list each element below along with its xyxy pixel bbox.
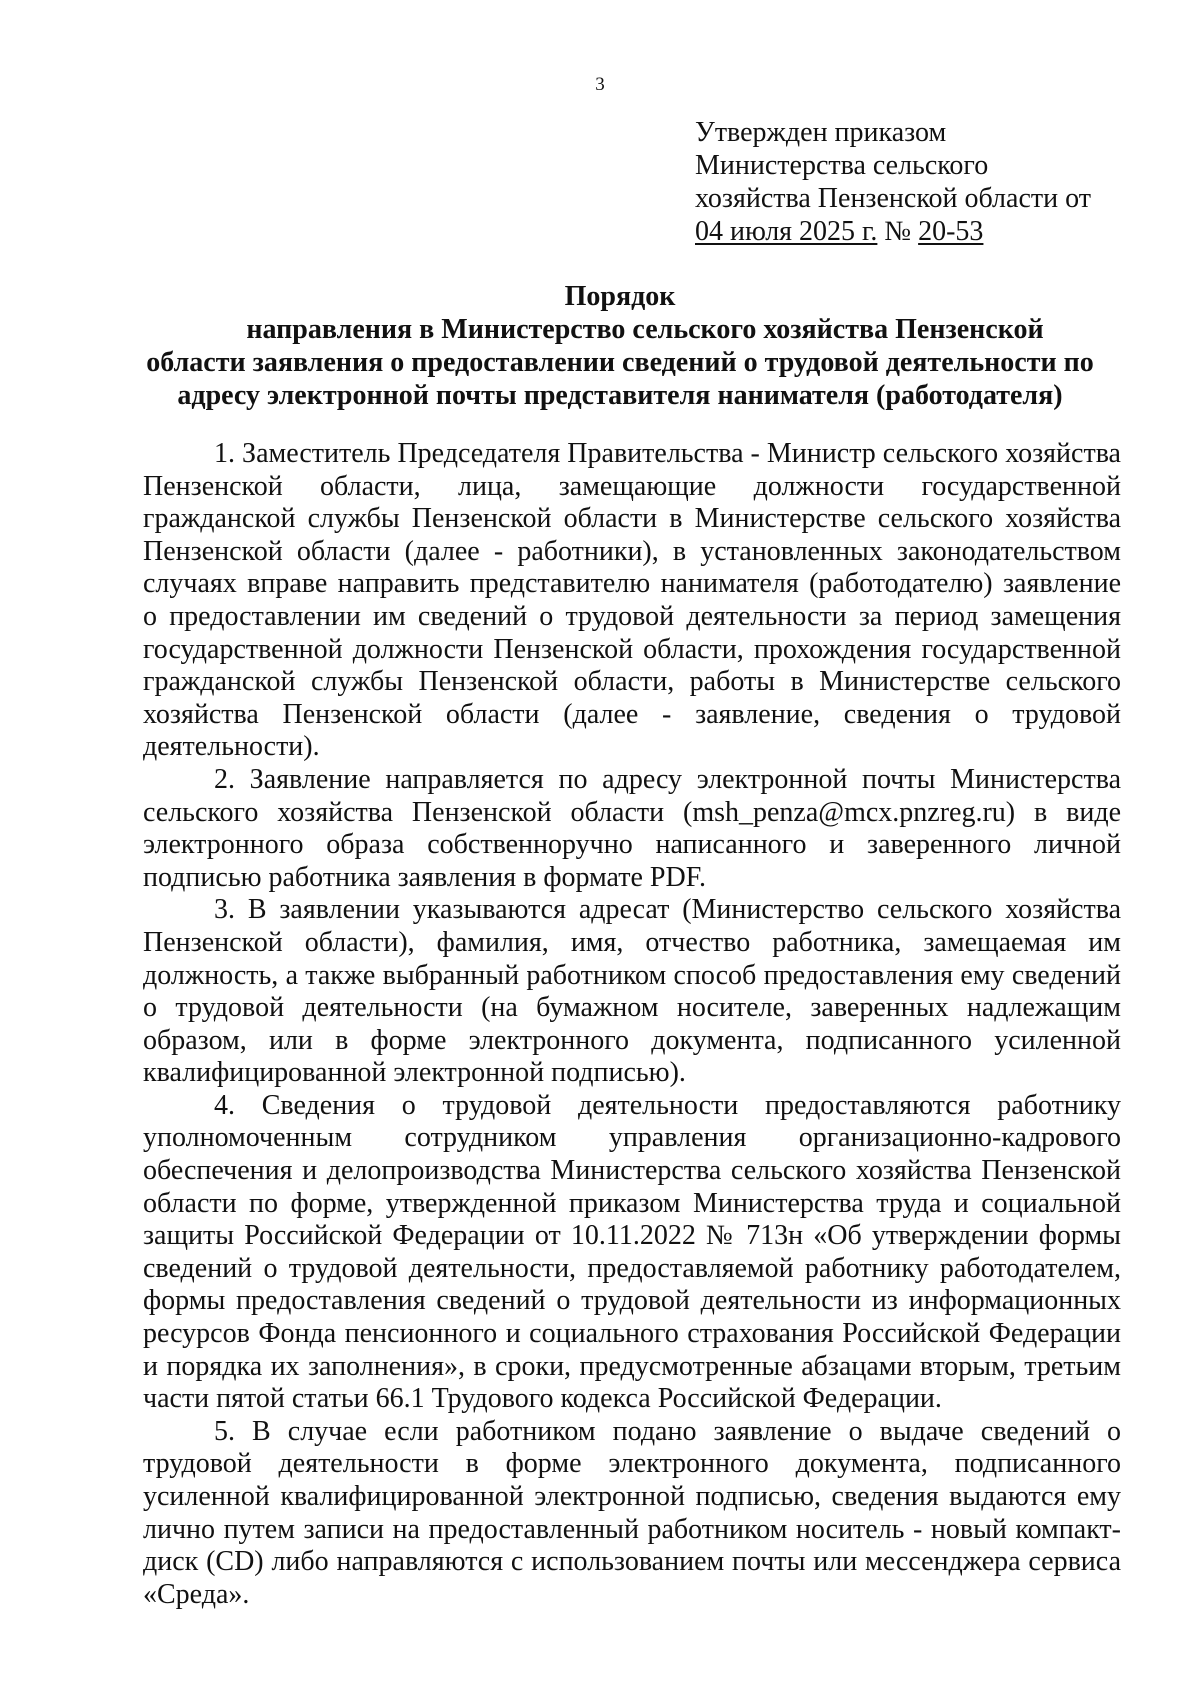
approval-stamp <box>695 116 1165 248</box>
paragraph-4: 4. Сведения о трудовой деятельности предоставляются работнику уполномоченным сотрудником управления организационно-кадрового обеспечения и делопроизводства Министерства сельского хозяйства Пензенской области по форме, утвержденной приказом Министерства труда и социальной защиты Российской Федерации от 10.11.2022 № 713н «Об утверждении формы сведений о трудовой деятельности, предоставляемой работнику работодателем, формы предоставления сведений о трудовой деятельности из информационных ресурсов Фонда пенсионного и социального страхования Российской Федерации и порядка их заполнения», в сроки, предусмотренные абзацами вторым, третьим части пятой статьи 66.1 Трудового кодекса Российской Федерации. <box>143 1089 1121 1415</box>
paragraph-2: 2. Заявление направляется по адресу электронной почты Министерства сельского хозяйства Пензенской области (msh_penza@mcx.pnzreg.ru) в виде электронного образа собственноручно написанного и заверенного личной подписью работника заявления в формате PDF. <box>143 763 1121 893</box>
page-number: 3 <box>595 74 605 95</box>
paragraph-1: 1. Заместитель Председателя Правительства - Министр сельского хозяйства Пензенской области, лица, замещающие должности государственной гражданской службы Пензенской области в Министерстве сельского хозяйства Пензенской области (далее - работники), в установленных законодательством случаях вправе направить представителю нанимателя (работодателю) заявление о предоставлении им сведений о трудовой деятельности за период замещения государственной должности Пензенской области, прохождения государственной гражданской службы Пензенской области, работы в Министерстве сельского хозяйства Пензенской области (далее - заявление, сведения о трудовой деятельности). <box>143 438 1121 763</box>
approval-date: 04 июля 2025 г. <box>695 216 878 247</box>
document-body <box>143 438 1121 1611</box>
title-line-3: адресу электронной почты представителя нанимателя (работодателя) <box>177 380 1063 411</box>
title-line-2: области заявления о предоставлении сведений о трудовой деятельности по <box>146 347 1094 378</box>
approval-number-prefix: № <box>877 216 919 247</box>
approval-line-2: Министерства сельского <box>695 150 989 181</box>
approval-number: 20-53 <box>918 216 984 247</box>
document-title <box>120 280 1120 412</box>
approval-line-3: хозяйства Пензенской области от <box>695 183 1091 214</box>
title-heading: Порядок <box>564 281 676 312</box>
paragraph-3: 3. В заявлении указываются адресат (Министерство сельского хозяйства Пензенской области), фамилия, имя, отчество работника, замещаемая им должность, а также выбранный работником способ предоставления ему сведений о трудовой деятельности (на бумажном носителе, заверенных надлежащим образом, или в форме электронного документа, подписанного усиленной квалифицированной электронной подписью). <box>143 894 1121 1089</box>
approval-date-line <box>695 215 1165 248</box>
approval-line-1: Утвержден приказом <box>695 117 947 148</box>
paragraph-5: 5. В случае если работником подано заявление о выдаче сведений о трудовой деятельности в форме электронного документа, подписанного усиленной квалифицированной электронной подписью, сведения выдаются ему лично путем записи на предоставленный работником носитель - новый компакт-диск (CD) либо направляются с использованием почты или мессенджера сервиса «Среда». <box>143 1415 1121 1610</box>
title-line-1: направления в Министерство сельского хозяйства Пензенской <box>246 314 1044 345</box>
